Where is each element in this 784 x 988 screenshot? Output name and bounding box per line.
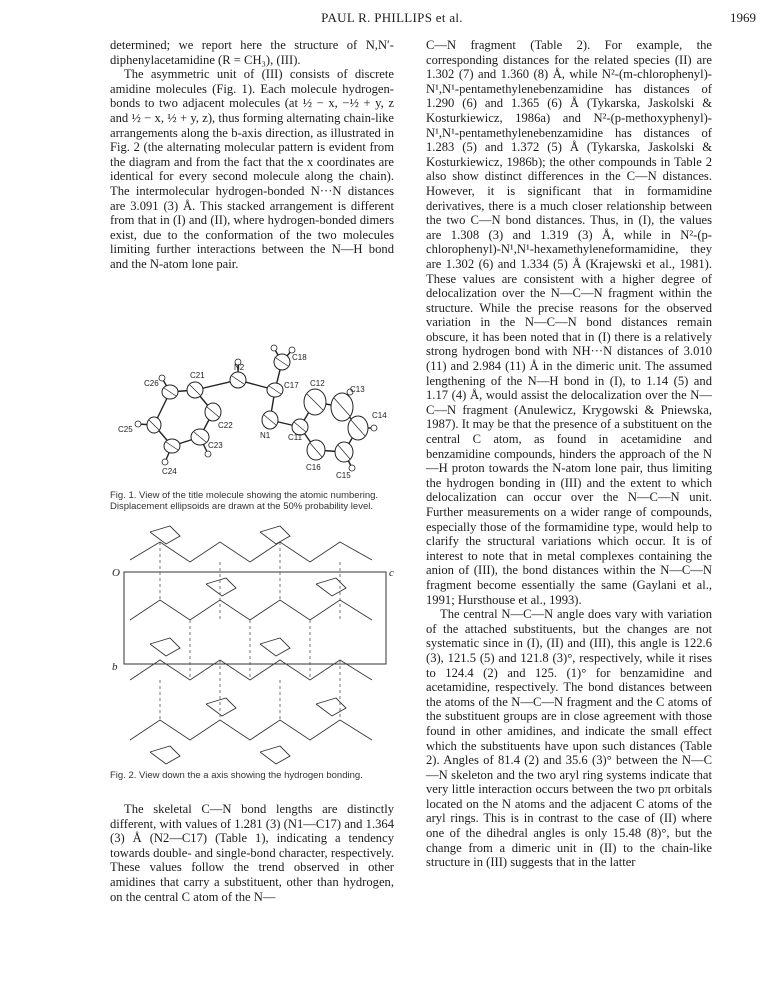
figure-1-caption: Fig. 1. View of the title molecule showing the atomic numbering. Displacement ellipsoids are drawn at the 50% probability level. <box>110 490 379 512</box>
atom-label-c17: C17 <box>284 381 299 390</box>
axis-label-origin: O <box>112 567 120 579</box>
right-paragraph-1: C—N fragment (Table 2). For example, the corresponding distances for the related species (II) are 1.302 (7) and 1.360 (8) Å, while N²-(m-chlorophenyl)-N¹,N¹-pentamethylenebenzamidine has distances of 1.290 (6) and 1.365 (6) Å (Tykarska, Jaskolski & Kosturkiewicz, 1986a) and N²-(p-methoxyphenyl)-N¹,N¹-pentamethylenebenzamidine has distances of 1.283 (5) and 1.372 (5) Å (Tykarska, Jaskolski & Kosturkiewicz, 1986b); the other compounds in Table 2 also show distinct differences in the C—N distances. However, it is significant that in formamidine derivatives, there is a much closer relationship between the two C—N bond distances. Thus, in (I), the values are 1.308 (3) and 1.319 (3) Å, while in N²-(p-chlorophenyl)-N¹,N¹-hexamethyleneformamidine, they are 1.302 (6) and 1.334 (5) Å (Krajewski et al., 1981). These values are consistent with a higher degree of delocalization over the N—C—N fragment within the structure. While the precise reasons for the observed variation in the N—C—N bond distances remain obscure, it has been noted that in (I) there is a relatively strong hydrogen bond with NH···N distances of 3.010 (11) and 2.984 (11) Å in the dimeric unit. The assumed lengthening of the N—H bond in (I), to 1.14 (5) and 1.17 (4) Å, would assist the delocalization over the N—C—N fragment (Anulewicz, Krygowski & Pniewska, 1987). It may be that the presence of a substituent on the central C atom, as found in acetamidine and benzamidine compounds, hinders the approach of the N—H proton towards the N-atom lone pair, thus limiting the hydrogen bonding in (III) and the extent to which delocalization can occur over the N—C—N unit. Further measurements on a wider range of compounds, especially those of the formamidine type, would help to clarify the structural variations which occur. It is of interest to note that in metal complexes containing the anion of (III), the bond distances within the N—C—N fragment become essentially the same (Gaylani et al., 1991; Hursthouse et al., 1993). <box>426 38 712 607</box>
figure-2-caption: Fig. 2. View down the a axis showing the hydrogen bonding. <box>110 770 363 781</box>
atom-label-c13: C13 <box>350 385 365 394</box>
page-number: 1969 <box>730 10 756 25</box>
figure-2-packing <box>110 520 400 768</box>
atom-label-c26: C26 <box>144 379 159 388</box>
atom-label-c16: C16 <box>306 463 321 472</box>
right-paragraph-2: The central N—C—N angle does vary with variation of the attached substituents, but the changes are not systematic since in (I), (II) and (III), this angle is 122.6 (3), 121.5 (5) and 121.8 (3)°, respectively, while it rises to 124.4 (2) and 125. (1)° for benzamidine and acetamidine, respectively. The bond distances between the atoms of the N—C—N fragment and the C atoms of the substituent groups are in close agreement with those found in other amidines, and indicate the small effect which the substituents have upon such distances (Table 2). Angles of 81.4 (2) and 35.6 (3)° between the N—C—N skeleton and the two aryl ring systems indicate that very little interaction occurs between the two pπ orbitals located on the N atoms and the adjacent C atoms of the aryl rings. This is in contrast to the case of (II) where one of the dihedral angles is only 15.48 (8)°, but the change from a dimeric unit in (II) to the chain-like structure in (III) suggests that in the latter <box>426 607 712 870</box>
left-paragraph-3: The skeletal C—N bond lengths are distinctly different, with values of 1.281 (3) (N1—C17) and 1.364 (3) Å (N2—C17) (Table 1), indicating a tendency towards double- and single-bond character, respectively. These values follow the trend observed in other amidines that carry a substituent, other than hydrogen, on the central C atom of the N— <box>110 802 394 904</box>
atom-label-c21: C21 <box>190 371 205 380</box>
left-column-top <box>110 38 394 272</box>
left-paragraph-1: determined; we report here the structure of N,N′-diphenylacetamidine (R = CH₃), (III). <box>110 38 394 67</box>
atom-label-c25: C25 <box>118 425 133 434</box>
atom-label-c11: C11 <box>288 433 303 442</box>
atom-label-c24: C24 <box>162 467 177 476</box>
atom-label-n1: N1 <box>260 431 271 440</box>
atom-label-c23: C23 <box>208 441 223 450</box>
right-column <box>426 38 712 870</box>
axis-label-b: b <box>112 661 118 673</box>
atom-label-c15: C15 <box>336 471 351 480</box>
left-paragraph-2: The asymmetric unit of (III) consists of discrete amidine molecules (Fig. 1). Each molecule hydrogen-bonds to two adjacent molecules (at ½ − x, −½ + y, z and ½ − x, ½ + y, z), thus forming alternating chain-like arrangements along the b-axis direction, as illustrated in Fig. 2 (the alternating molecular pattern is evident from the diagram and from the fact that the x coordinates are identical for every second molecule along the chain). The intermolecular hydrogen-bonded N···N distances are 3.091 (3) Å. This stacked arrangement is different from that in (I) and (II), where hydrogen-bonded dimers exist, due to the conformation of the two molecules limiting further interactions between the N—H bond and the N-atom lone pair. <box>110 67 394 271</box>
page-header <box>0 8 784 28</box>
atom-label-c22: C22 <box>218 421 233 430</box>
axis-label-c: c <box>389 567 394 579</box>
atom-label-c12: C12 <box>310 379 325 388</box>
atom-label-c18: C18 <box>292 353 307 362</box>
running-title: PAUL R. PHILLIPS et al. <box>321 10 463 25</box>
atom-label-n2: N2 <box>234 363 245 372</box>
atom-label-c14: C14 <box>372 411 387 420</box>
figure-1-molecule <box>110 322 394 492</box>
left-column-bottom <box>110 802 394 904</box>
